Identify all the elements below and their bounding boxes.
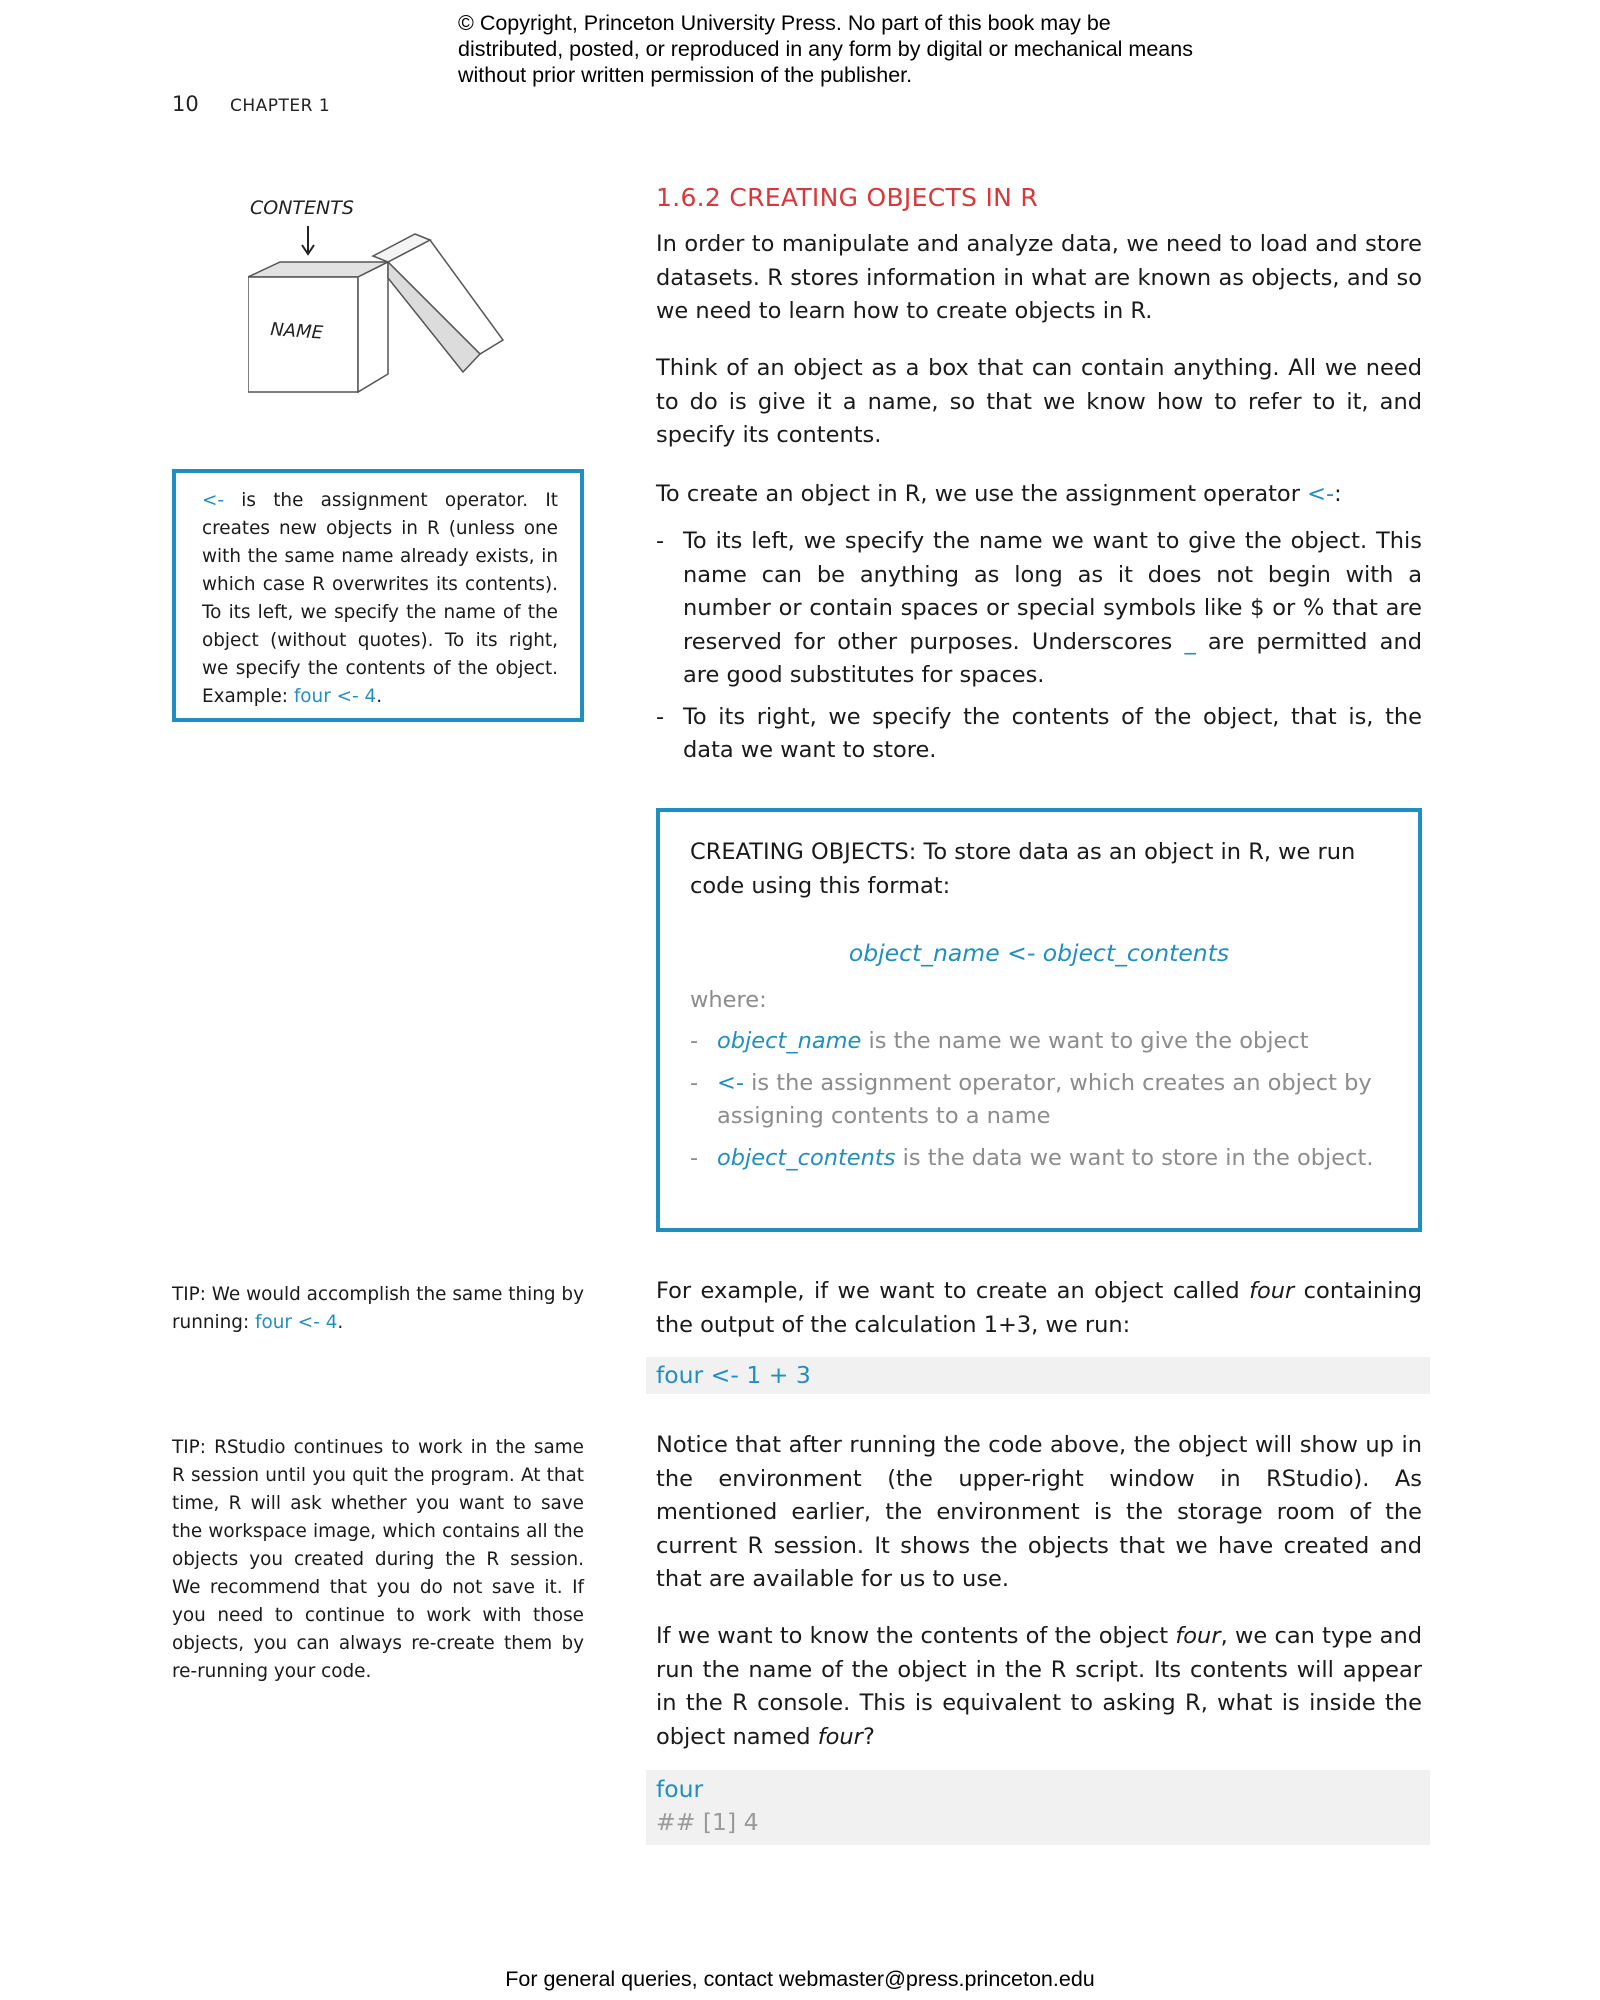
assignment-note-end: .	[376, 686, 383, 707]
illustration-label-name: NAME	[269, 319, 324, 344]
box-illustration	[248, 182, 538, 404]
illustration-label-contents: CONTENTS	[250, 197, 354, 219]
code-line-input: four	[656, 1775, 704, 1803]
paragraph-box-analogy: Think of an object as a box that can contain anything. All we need to do is give it a name, so that we know how to refer to it, and specify its contents.	[656, 355, 1422, 448]
open-box-drawing	[248, 182, 538, 404]
assignment-example-code: four <- 4	[293, 686, 377, 707]
assignment-note-body: is the assignment operator. It creates new objects in R (unless one with the same name already exists, in which case R overwrites its contents). To its left, we specify the name of the object (without quotes). To its right, we specify the contents of the object. Example:	[202, 490, 558, 707]
list-item	[656, 525, 1422, 693]
box-definition-list	[690, 1025, 1388, 1175]
para6-c: ?	[862, 1723, 875, 1750]
list-item	[690, 1067, 1388, 1134]
assignment-operator-note	[172, 469, 584, 722]
box-format-code: object_name <- object_contents	[848, 939, 1230, 967]
footer-contact: For general queries, contact webmaster@press.princeton.edu	[505, 1967, 1095, 1991]
tip1-code: four <- 4	[255, 1312, 338, 1333]
underscore-code: _	[1184, 628, 1196, 655]
bullet1-text: To its left, we specify the name we want to give the object. This name can be anything as long as it does not begin with a number or contain spaces or special symbols like $ or % that are reserved for other purposes. Underscores	[683, 528, 1422, 655]
box-side	[358, 262, 388, 392]
code-line-output: ## [1] 4	[656, 1808, 759, 1836]
code-block-assign: four <- 1 + 3	[646, 1357, 1430, 1394]
assignment-operator-code: <-	[202, 490, 225, 511]
bullet-dash: -	[690, 1069, 699, 1096]
copyright-notice: © Copyright, Princeton University Press. No part of this book may be distributed, posted, or reproduced in any form by digital or mechanical means without prior written permission of the publisher.	[458, 11, 1193, 87]
tip-rstudio-session: TIP: RStudio continues to work in the same R session until you quit the program. At that time, R will ask whether you want to save the workspace image, which contains all the objects you created during the R session. We recommend that you do not save it. If you need to continue to work with those objects, you can always re-create them by re-running your code.	[172, 1437, 584, 1682]
bullet-dash: -	[656, 528, 665, 554]
creating-objects-box	[656, 808, 1422, 1232]
page-number: 10	[172, 92, 199, 116]
bullet-dash: -	[690, 1144, 699, 1171]
para6-b: , we can type and run the name of the object in the R script. Its contents will appear in the R console. This is equivalent to asking R, what is inside the object named	[656, 1623, 1422, 1750]
list-item	[690, 1025, 1388, 1059]
bullet-dash: -	[690, 1028, 699, 1054]
para6-em2: four	[817, 1723, 863, 1750]
term-object-contents: object_contents	[717, 1144, 896, 1171]
box-intro: CREATING OBJECTS: To store data as an object in R, we run code using this format:	[690, 839, 1356, 899]
bullet1-end: are permitted and are good substitutes for spaces.	[683, 628, 1423, 688]
term-operator: <-	[717, 1069, 744, 1096]
para3-operator: <-	[1307, 481, 1335, 507]
assignment-note-text	[202, 487, 558, 711]
term-object-name: object_name	[717, 1028, 862, 1054]
paragraph-example	[656, 1275, 1422, 1342]
list-item	[656, 701, 1422, 768]
term-desc: is the data we want to store in the object.	[895, 1144, 1374, 1171]
para4-em: four	[1249, 1278, 1295, 1304]
tip1-end: .	[337, 1312, 344, 1333]
bullet-dash: -	[656, 703, 665, 730]
bullet2-text: To its right, we specify the contents of the object, that is, the data we want to store.	[683, 703, 1422, 763]
para6-em1: four	[1175, 1623, 1221, 1649]
section-heading: 1.6.2 CREATING OBJECTS IN R	[656, 183, 1039, 212]
term-desc: is the assignment operator, which creates an object by assigning contents to a name	[717, 1069, 1372, 1129]
chapter-label: CHAPTER 1	[230, 96, 331, 116]
code-block-print	[646, 1770, 1430, 1845]
assignment-bullets	[656, 525, 1422, 768]
paragraph-assignment	[656, 478, 1422, 512]
para6-a: If we want to know the contents of the object	[656, 1623, 1176, 1649]
paragraph-intro: In order to manipulate and analyze data, we need to load and store datasets. R stores information in what are known as objects, and so we need to learn how to create objects in R.	[656, 231, 1422, 324]
paragraph-environment: Notice that after running the code above, the object will show up in the environment (the upper-right window in RStudio). As mentioned earlier, the environment is the storage room of the current R session. It shows the objects that we have created and that are available for us to use.	[656, 1432, 1422, 1592]
para3-end: :	[1334, 481, 1342, 507]
para4-b: containing the output of the calculation 1+3, we run:	[656, 1278, 1422, 1338]
para4-a: For example, if we want to create an object called	[656, 1278, 1250, 1304]
box-where-label: where:	[690, 987, 767, 1013]
list-item	[690, 1142, 1388, 1176]
paragraph-contents	[656, 1620, 1422, 1754]
tip1-text: TIP: We would accomplish the same thing by running:	[172, 1284, 584, 1333]
para3-text: To create an object in R, we use the assignment operator	[656, 481, 1308, 507]
term-desc: is the name we want to give the object	[861, 1028, 1309, 1054]
tip-same-thing	[172, 1281, 584, 1337]
